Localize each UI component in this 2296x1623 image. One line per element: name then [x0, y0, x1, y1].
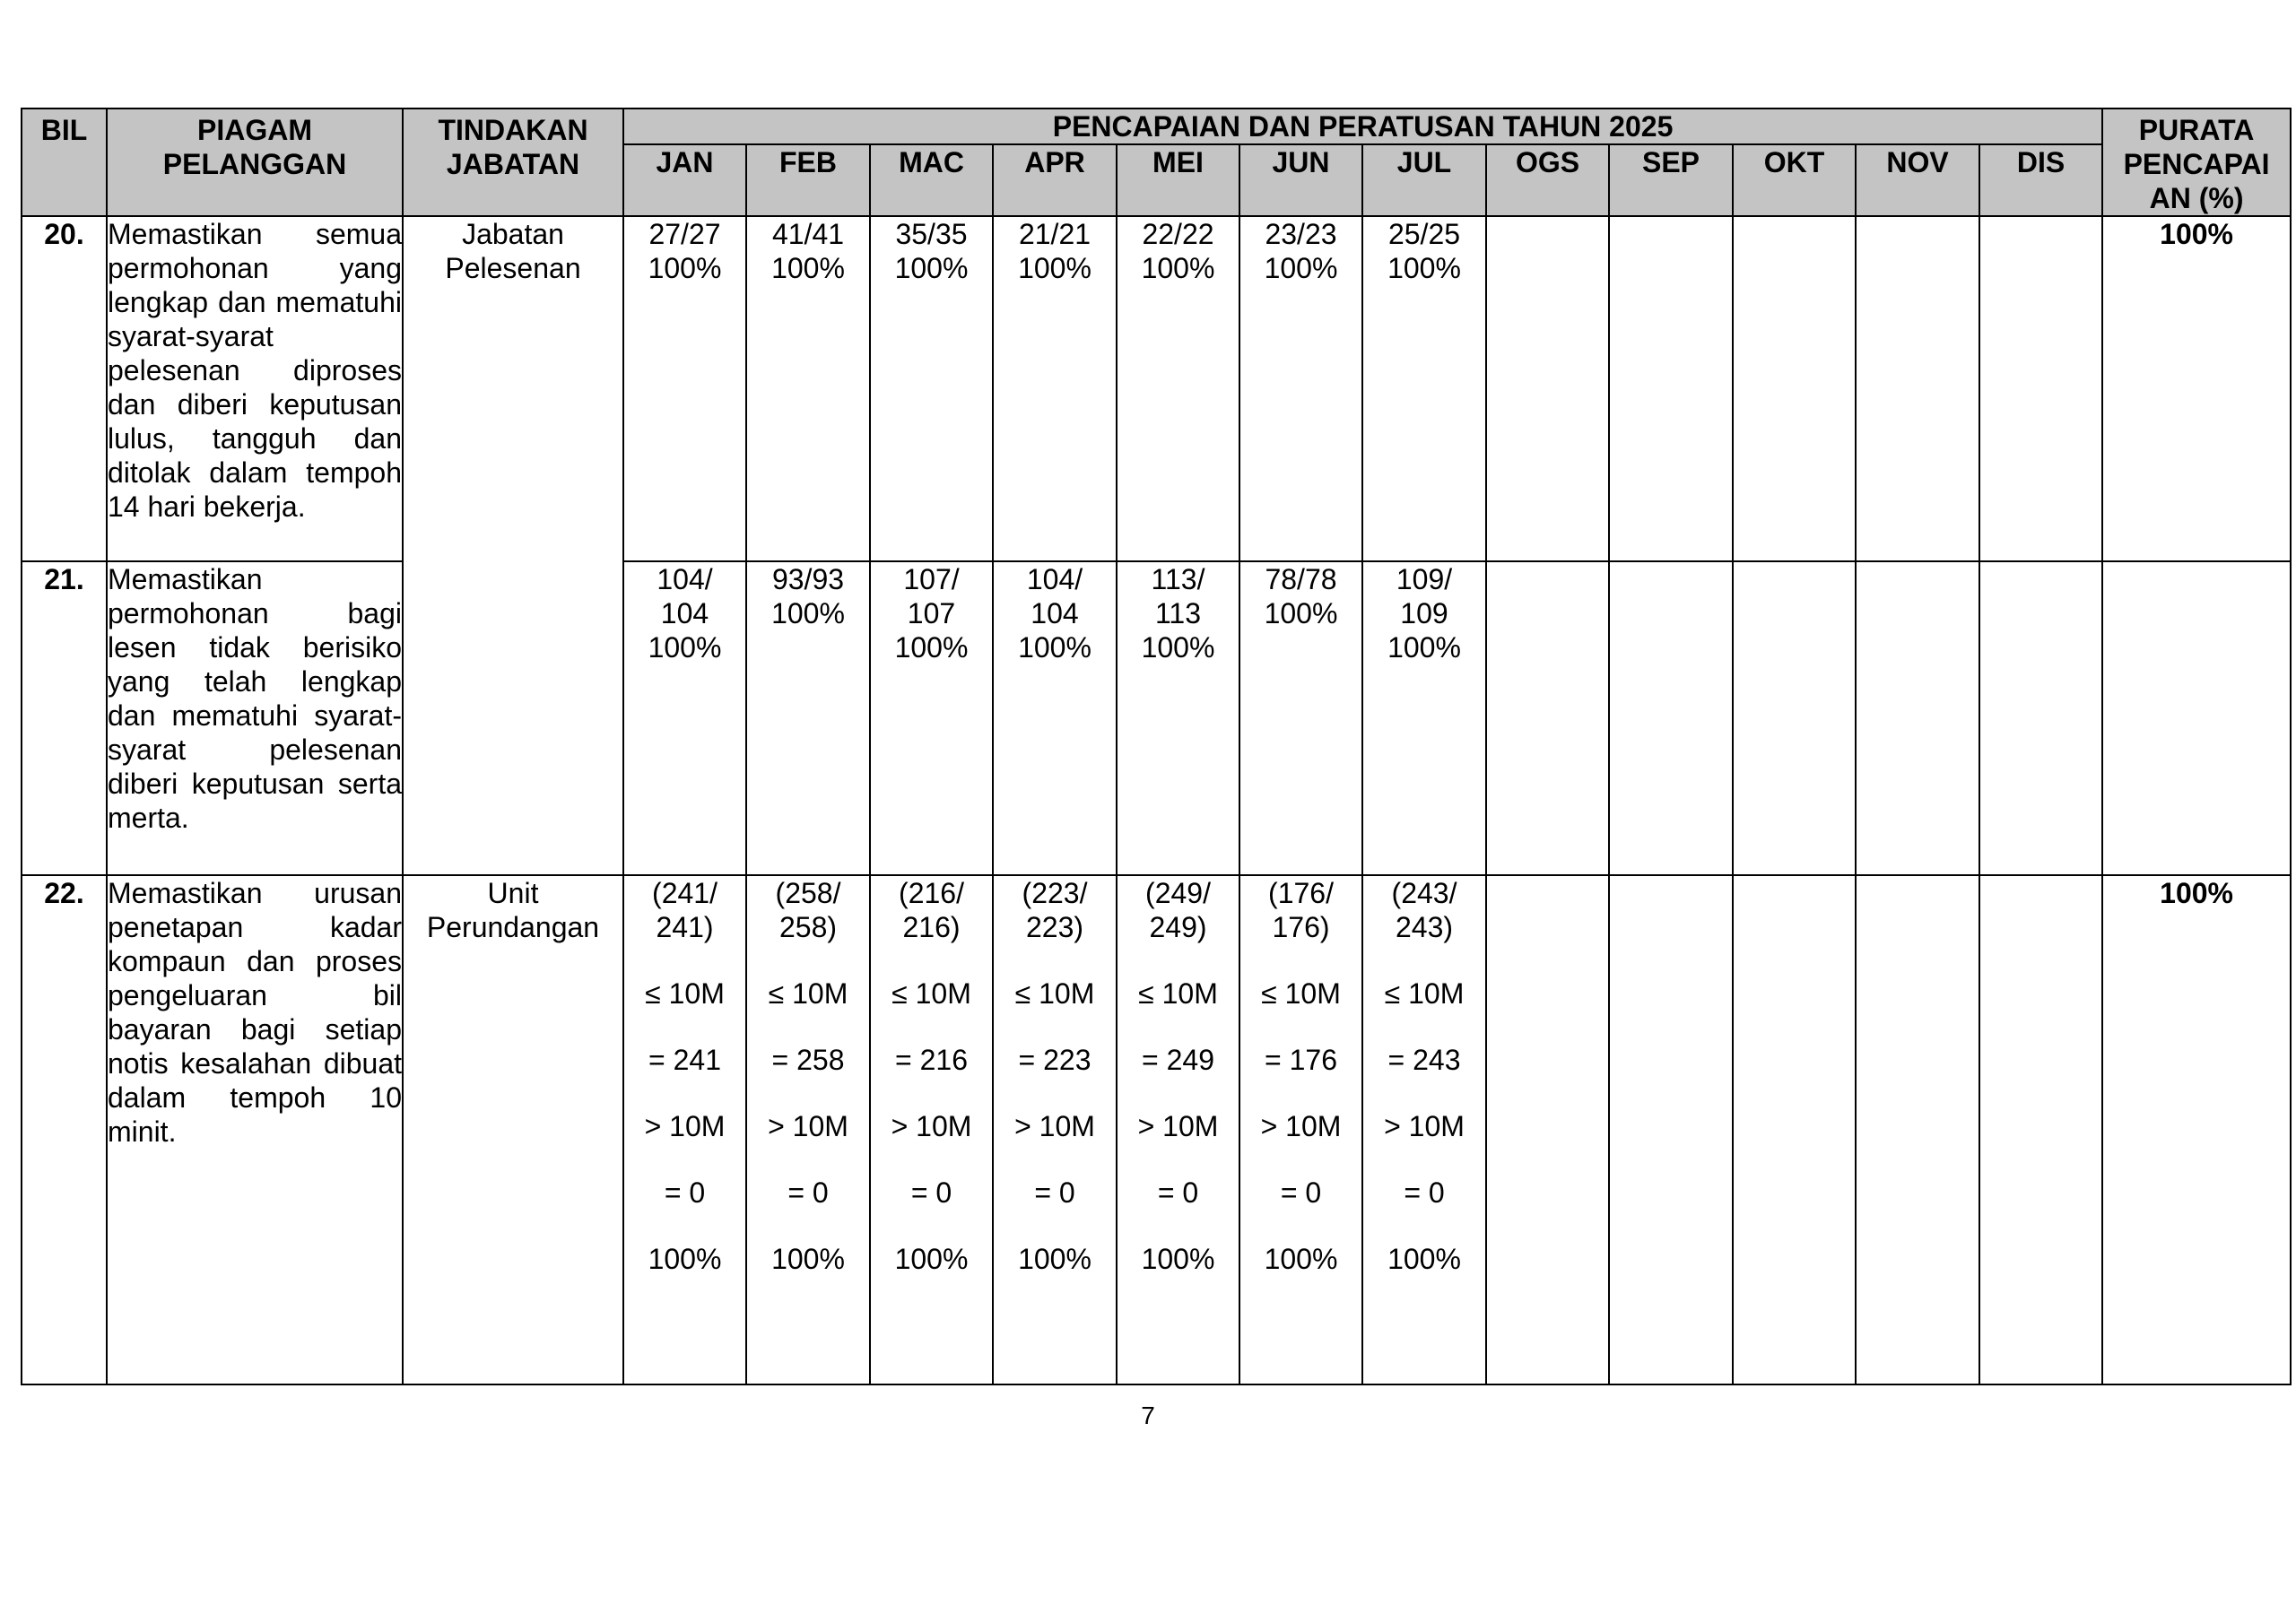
header-tindakan: TINDAKAN JABATAN [403, 108, 623, 216]
header-piagam: PIAGAM PELANGGAN [107, 108, 403, 216]
average-achievement: 100% [2102, 875, 2291, 1384]
month-value-ogs [1486, 875, 1609, 1384]
month-value-sep [1609, 875, 1733, 1384]
month-value-apr: 104/ 104 100% [993, 561, 1117, 875]
month-value-mac: 35/35 100% [870, 216, 993, 561]
header-month-jul: JUL [1362, 144, 1486, 216]
month-value-jun: 78/78 100% [1239, 561, 1362, 875]
month-value-feb: (258/ 258) ≤ 10M = 258 > 10M = 0 100% [746, 875, 870, 1384]
month-value-mac: (216/ 216) ≤ 10M = 216 > 10M = 0 100% [870, 875, 993, 1384]
month-value-mei: 113/ 113 100% [1117, 561, 1239, 875]
table-row [22, 216, 2291, 561]
charter-text: Memastikan urusan penetapan kadar kompaun dan proses pengeluaran bil bayaran bagi setiap notis kesalahan dibuat dalam tempoh 10 minit. [107, 875, 403, 1384]
header-pencapaian: PENCAPAIAN DAN PERATUSAN TAHUN 2025 [623, 108, 2102, 144]
row-number: 21. [22, 561, 107, 875]
month-value-jan: 104/ 104 100% [623, 561, 746, 875]
header-month-jun: JUN [1239, 144, 1362, 216]
header-month-ogs: OGS [1486, 144, 1609, 216]
month-value-mei: (249/ 249) ≤ 10M = 249 > 10M = 0 100% [1117, 875, 1239, 1384]
header-month-sep: SEP [1609, 144, 1733, 216]
header-month-mei: MEI [1117, 144, 1239, 216]
header-month-apr: APR [993, 144, 1117, 216]
header-month-jan: JAN [623, 144, 746, 216]
average-achievement [2102, 561, 2291, 875]
month-value-dis [1979, 216, 2102, 561]
customer-charter-table [21, 108, 2292, 1385]
month-value-okt [1733, 216, 1856, 561]
month-value-apr: 21/21 100% [993, 216, 1117, 561]
month-value-ogs [1486, 561, 1609, 875]
month-value-jul: (243/ 243) ≤ 10M = 243 > 10M = 0 100% [1362, 875, 1486, 1384]
month-value-jan: (241/ 241) ≤ 10M = 241 > 10M = 0 100% [623, 875, 746, 1384]
month-value-jun: (176/ 176) ≤ 10M = 176 > 10M = 0 100% [1239, 875, 1362, 1384]
month-value-jul: 109/ 109 100% [1362, 561, 1486, 875]
month-value-dis [1979, 875, 2102, 1384]
month-value-feb: 41/41 100% [746, 216, 870, 561]
charter-text: Memastikan semua permohonan yang lengkap dan mematuhi syarat-syarat pelesenan diproses dan diberi keputusan lulus, tangguh dan ditolak dalam tempoh 14 hari bekerja. [107, 216, 403, 561]
table-row [22, 561, 2291, 875]
row-number: 20. [22, 216, 107, 561]
month-value-mei: 22/22 100% [1117, 216, 1239, 561]
month-value-mac: 107/ 107 100% [870, 561, 993, 875]
table-header [22, 108, 2291, 216]
month-value-okt [1733, 561, 1856, 875]
month-value-nov [1856, 216, 1979, 561]
page-number: 7 [1141, 1402, 1155, 1429]
month-value-sep [1609, 561, 1733, 875]
header-month-dis: DIS [1979, 144, 2102, 216]
month-value-dis [1979, 561, 2102, 875]
header-month-feb: FEB [746, 144, 870, 216]
month-value-sep [1609, 216, 1733, 561]
row-number: 22. [22, 875, 107, 1384]
header-month-nov: NOV [1856, 144, 1979, 216]
month-value-okt [1733, 875, 1856, 1384]
header-month-mac: MAC [870, 144, 993, 216]
header-bil: BIL [22, 108, 107, 216]
month-value-jun: 23/23 100% [1239, 216, 1362, 561]
month-value-jan: 27/27 100% [623, 216, 746, 561]
header-purata: PURATA PENCAPAI AN (%) [2102, 108, 2291, 216]
month-value-jul: 25/25 100% [1362, 216, 1486, 561]
month-value-nov [1856, 875, 1979, 1384]
department-action: Jabatan Pelesenan [403, 216, 623, 875]
table-row [22, 875, 2291, 1384]
month-value-apr: (223/ 223) ≤ 10M = 223 > 10M = 0 100% [993, 875, 1117, 1384]
department-action: Unit Perundangan [403, 875, 623, 1384]
average-achievement: 100% [2102, 216, 2291, 561]
month-value-nov [1856, 561, 1979, 875]
header-month-okt: OKT [1733, 144, 1856, 216]
month-value-ogs [1486, 216, 1609, 561]
charter-text: Memastikan permohonan bagi lesen tidak berisiko yang telah lengkap dan mematuhi syarat-syarat pelesenan diberi keputusan serta merta. [107, 561, 403, 875]
month-value-feb: 93/93 100% [746, 561, 870, 875]
